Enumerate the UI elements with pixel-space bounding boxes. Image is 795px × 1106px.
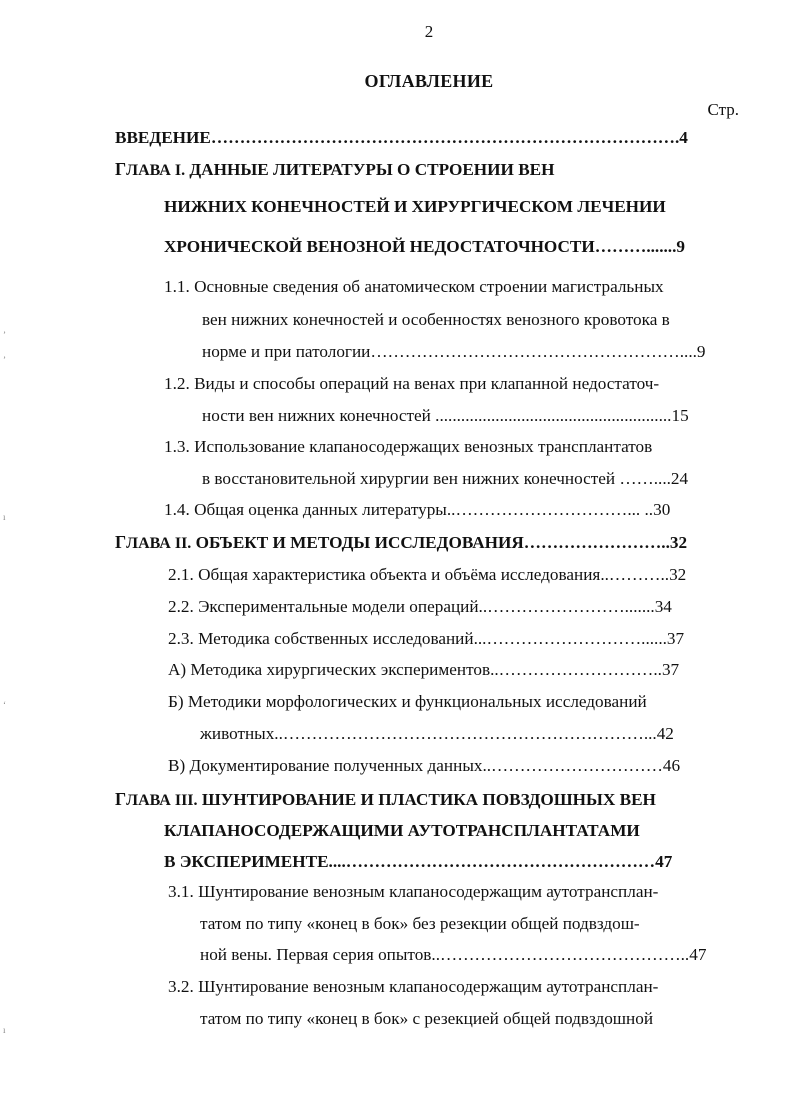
toc-entry-1-4: 1.4. Общая оценка данных литературы..…………………………... ..30 (164, 500, 671, 519)
toc-chapter-3-title (115, 788, 656, 812)
toc-entry-1-3-line2: в восстановительной хирургии вен нижних конечностей ……....24 (202, 469, 689, 488)
toc-entry-introduction: ВВЕДЕНИЕ……………………………………………………………………….4 (115, 128, 688, 147)
toc-entry-3-2: 3.2. Шунтирование венозным клапаносодержащим аутотрансплан- (168, 977, 659, 996)
toc-chapter-3-title-line2: КЛАПАНОСОДЕРЖАЩИМИ АУТОТРАНСПЛАНТАТАМИ (164, 821, 640, 840)
scan-mark: ʻ (3, 700, 6, 710)
toc-entry-3-1-line2: татом по типу «конец в бок» без резекции общей подвздош- (200, 914, 640, 933)
scan-mark: ı (3, 1025, 6, 1035)
toc-entry-1-1-line3: норме и при патологии………………………………………………....9 (202, 342, 706, 361)
toc-entry-2-2: 2.2. Экспериментальные модели операций..…………………….......34 (168, 597, 672, 616)
toc-chapter-1-title-line3: ХРОНИЧЕСКОЙ ВЕНОЗНОЙ НЕДОСТАТОЧНОСТИ……….......9 (164, 237, 685, 256)
toc-entry-3-1-line3: ной вены. Первая серия опытов..……………………………………..47 (200, 945, 707, 964)
toc-chapter-1-title-line2: НИЖНИХ КОНЕЧНОСТЕЙ И ХИРУРГИЧЕСКОМ ЛЕЧЕНИИ (164, 197, 666, 216)
toc-entry-1-1-line2: вен нижних конечностей и особенностях венозного кровотока в (202, 310, 670, 329)
toc-entry-2-1: 2.1. Общая характеристика объекта и объёма исследования..………..32 (168, 565, 687, 584)
chapter-3-label: ГЛАВА III. (115, 789, 198, 809)
toc-chapter-1-title (115, 158, 555, 182)
chapter-2-label: ГЛАВА II. (115, 532, 192, 552)
toc-chapter-2-title (115, 531, 687, 555)
toc-entry-1-2-line2: ности вен нижних конечностей .......................................................15 (202, 406, 689, 425)
scan-mark: ı (3, 512, 6, 522)
page-column-label: Стр. (707, 100, 739, 119)
toc-entry-2-3: 2.3. Методика собственных исследований...………………………......37 (168, 629, 685, 648)
toc-entry-3-2-line2: татом по типу «конец в бок» с резекцией общей подвздошной (200, 1009, 654, 1028)
toc-entry-2-3-b: Б) Методики морфологических и функциональных исследований (168, 692, 647, 711)
toc-entry-2-3-b-line2: животных..………………………………………………………...42 (200, 724, 674, 743)
toc-entry-1-2: 1.2. Виды и способы операций на венах при клапанной недостаточ- (164, 374, 660, 393)
chapter-1-label: ГЛАВА I. (115, 159, 186, 179)
toc-entry-2-3-v: В) Документирование полученных данных..…………………………46 (168, 756, 681, 775)
page-number: 2 (424, 22, 434, 41)
toc-entry-2-3-a: А) Методика хирургических экспериментов..………………………..37 (168, 660, 680, 679)
scan-mark: ʼ (3, 355, 6, 365)
chapter-3-heading: ШУНТИРОВАНИЕ И ПЛАСТИКА ПОВЗДОШНЫХ ВЕН (201, 790, 656, 809)
scan-mark: ʼ (3, 330, 6, 340)
toc-entry-1-1: 1.1. Основные сведения об анатомическом строении магистральных (164, 277, 664, 296)
toc-entry-3-1: 3.1. Шунтирование венозным клапаносодержащим аутотрансплан- (168, 882, 659, 901)
chapter-2-heading: ОБЪЕКТ И МЕТОДЫ ИССЛЕДОВАНИЯ……………………..32 (195, 533, 688, 552)
chapter-1-heading: ДАННЫЕ ЛИТЕРАТУРЫ О СТРОЕНИИ ВЕН (189, 160, 555, 179)
toc-entry-1-3: 1.3. Использование клапаносодержащих венозных трансплантатов (164, 437, 653, 456)
toc-title: ОГЛАВЛЕНИЕ (364, 71, 494, 91)
toc-chapter-3-title-line3: В ЭКСПЕРИМЕНТЕ....………………………………………………47 (164, 852, 673, 871)
